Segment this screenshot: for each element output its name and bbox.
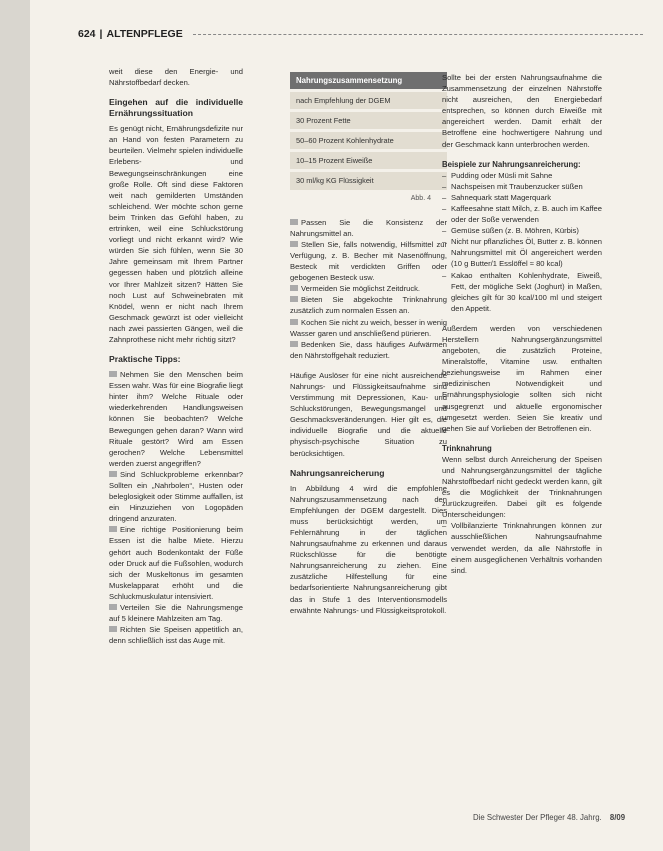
bullet-icon [109, 526, 117, 532]
bullet-icon [290, 296, 298, 302]
tip-item: Kochen Sie nicht zu weich, besser in wenig Wasser garen und anschließend pürieren. [290, 317, 447, 338]
intro-paragraph: weit diese den Energie- und Nährstoffbedarf decken. [109, 67, 243, 88]
heading-drink-nutrition: Trinknahrung [442, 443, 492, 453]
infobox-row: 50–60 Prozent Kohlenhydrate [290, 132, 447, 149]
page-footer [473, 813, 625, 822]
tip-item: Eine richtige Positionierung beim Essen ist die halbe Miete. Hierzu gehört auch Bodenkontakt der Füße oder Druck auf die Fußsohlen, wodurch sich der Muskeltonus im gesamten Muskelapparat erhöht und die Schluckmuskulatur intensiviert. [109, 525, 243, 601]
journal-name: Die Schwester Der Pfleger 48. Jahrg. [473, 813, 602, 822]
column-left [109, 66, 243, 646]
running-header [78, 26, 643, 42]
list-item: – Pudding oder Müsli mit Sahne [442, 170, 602, 181]
bullet-icon [290, 285, 298, 291]
list-item: – Nicht nur pflanzliches Öl, Butter z. B. können Nahrungsmittel mit Öl angereichert werden (10 g Butter/1 Esslöffel ≈ 80 kcal) [442, 236, 602, 269]
heading-enrichment: Nahrungsanreicherung [290, 467, 385, 478]
paragraph-individual-situation: Es genügt nicht, Ernährungsdefizite nur an Hand von festen Parametern zu beurteilen. Vielmehr spielen individuelle Erlebens- und Bewegungseinschränkungen eine große Rolle. Oft sind diese Faktoren weit nach gemilderten Umständen schleichend. Wer möchte schon gerne beim Trinken das Gefühl haben, zu ertrinken, weil eine Schluckstörung vorliegt und nicht erkannt wird? Wie würden Sie sich fühlen, wenn Sie 30 Jahre gemeinsam mit Ihrem Partner gegessen haben und plötzlich alleine vor Ihrer Mahlzeit sitzen? Hätten Sie noch Lust auf Schweinebraten mit Knödel, wenn er nicht nach Ihrem Geschmack gewürzt ist oder vielleicht nach zwei passierten Gängen, weil die Zahnprothese nicht mehr richtig sitzt? [109, 124, 243, 344]
paragraph-enrichment: In Abbildung 4 wird die empfohlene Nahrungszusammensetzung nach den Empfehlungen der DGEM dargestellt. Dies muss berücksichtigt werden, um Fehlernährung in der täglichen Nahrungsaufnahme zu erkennen und daraus Rückschlüsse für die benötigte Nahrungsanreicherung zu ziehen. Eine zusätzliche Hilfestellung für eine bedarfsorientierte Nahrungsanreicherung gibt das in Stufe 1 des Interventionsmodells erwähnte Nahrungs- und Flüssigkeitsprotokoll. [290, 483, 447, 615]
paragraph-triggers: Häufige Auslöser für eine nicht ausreichende Nahrungs- und Flüssigkeitsaufnahme sind Verstimmung mit Depressionen, Kau- und Schluckstörungen, Bewegungsmangel und Geschmacksveränderungen. Hier gilt es, die individuelle Biografie und die aktuelle physisch-psychische Situation zu berücksichtigen. [290, 370, 447, 458]
bullet-icon [109, 371, 117, 377]
nutrition-composition-box [290, 72, 447, 204]
bullet-icon [290, 341, 298, 347]
drink-nutrition-list [442, 520, 602, 575]
bullet-icon [290, 319, 298, 325]
bullet-icon [290, 241, 298, 247]
infobox-row: nach Empfehlung der DGEM [290, 92, 447, 109]
list-item: – Nachspeisen mit Traubenzucker süßen [442, 181, 602, 192]
column-middle [290, 72, 447, 616]
bullet-icon [109, 471, 117, 477]
paragraph-drink-nutrition: Wenn selbst durch Anreicherung der Speisen und Nahrungsergänzungsmittel der tägliche Nährstoffbedarf nicht gedeckt werden kann, gilt es die Möglichkeit der Trinknahrungen zurückzugreifen. Dabei gilt es folgende Unterscheidungen: [442, 454, 602, 520]
bullet-icon [290, 219, 298, 225]
footer-page: 8/09 [609, 813, 626, 822]
bullet-icon [109, 604, 117, 610]
heading-examples: Beispiele zur Nahrungsanreicherung: [442, 159, 581, 169]
infobox-row: 30 ml/kg KG Flüssigkeit [290, 172, 447, 189]
tip-item: Sind Schluckprobleme erkennbar? Sollten ein „Nahrbolen“, Husten oder beleglosigkeit oder Stimme auffallen, ist ein Hinzuziehen von Logopäden dringend anzuraten. [109, 469, 243, 524]
list-item: – Gemüse süßen (z. B. Möhren, Kürbis) [442, 225, 602, 236]
infobox-row: 30 Prozent Fette [290, 112, 447, 129]
list-item: – Kakao enthalten Kohlenhydrate, Eiweiß, Fett, der mögliche Sekt (Joghurt) in Maßen, gleiches gilt für 30 kcal/100 ml und steigert den Appetit. [442, 270, 602, 314]
paragraph-composition: Sollte bei der ersten Nahrungsaufnahme die Zusammensetzung der einzelnen Nährstoffe nicht ausreichen, den Energiebedarf entsprechen, so können durch Eiweiße mit angereichert werden. Damit erhält der Betroffene eine hochwertigere Nahrung und der Geschmack kann unterbrochen werden. [442, 73, 602, 149]
examples-list [442, 170, 602, 314]
infobox-title: Nahrungszusammensetzung [290, 72, 447, 89]
tip-item: Bieten Sie abgekochte Trinknahrung zusätzlich zum normalen Essen an. [290, 295, 447, 316]
column-right [442, 72, 602, 576]
bullet-icon [109, 626, 117, 632]
list-item: – Sahnequark statt Magerquark [442, 192, 602, 203]
infobox-row: 10–15 Prozent Eiweiße [290, 152, 447, 169]
tip-item: Richten Sie Speisen appetitlich an, denn schließlich isst das Auge mit. [109, 625, 243, 646]
header-rule [193, 34, 643, 35]
article-page [30, 0, 663, 851]
tip-item: Bedenken Sie, dass häufiges Aufwärmen den Nährstoffgehalt reduziert. [290, 339, 447, 360]
section-title: ALTENPFLEGE [106, 28, 183, 40]
list-item: – Vollbilanzierte Trinknahrungen können zur ausschließlichen Nahrungsaufnahme verwendet werden, da alle Nährstoffe in einem ausgeglichenen Verhältnis vorhanden sind. [442, 520, 602, 575]
tip-item: Vermeiden Sie möglichst Zeitdruck. [290, 283, 447, 294]
heading-practical-tips: Praktische Tipps: [109, 354, 181, 365]
page-number: 624 [78, 28, 96, 40]
header-separator: | [99, 28, 103, 40]
heading-individual-situation: Eingehen auf die individuelle Ernährungssituation [109, 97, 243, 119]
list-item: – Kaffeesahne statt Milch, z. B. auch im Kaffee oder der Soße verwenden [442, 203, 602, 225]
tip-item: Stellen Sie, falls notwendig, Hilfsmittel zur Verfügung, z. B. Becher mit Nasenöffnung, Besteck mit verdickten Griffen oder gebogenen Besteck usw. [290, 239, 447, 283]
tip-item: Nehmen Sie den Menschen beim Essen wahr. Was für eine Biografie liegt hinter ihm? Welche Rituale oder wiederkehrenden Handlungsweisen können Sie beobachten? Welche Bewegungen gehen daran? Wann wird Rituale gestört? Wird am Essen gerochen? Welche Lebensmittel werden zuerst angegriffen? [109, 370, 243, 468]
figure-reference: Abb. 4 [410, 194, 431, 202]
paragraph-supplements: Außerdem werden von verschiedenen Herstellern Nahrungsergänzungsmittel angeboten, die zusätzlich Proteine, Mineralstoffe, Vitamine usw. enthalten beziehungsweise im Rahmen einer medizinischen Notwendigkeit und Ernährungsphysiologie sollten sich nicht ausgegrenzt und aktuelle ergonomischer umgesetzt werden. Seien Sie kreativ und gehen Sie auf Vorlieben der Betroffenen ein. [442, 323, 602, 433]
tip-item: Verteilen Sie die Nahrungsmenge auf 5 kleinere Mahlzeiten am Tag. [109, 603, 243, 624]
tip-item: Passen Sie die Konsistenz der Nahrungsmittel an. [290, 217, 447, 238]
